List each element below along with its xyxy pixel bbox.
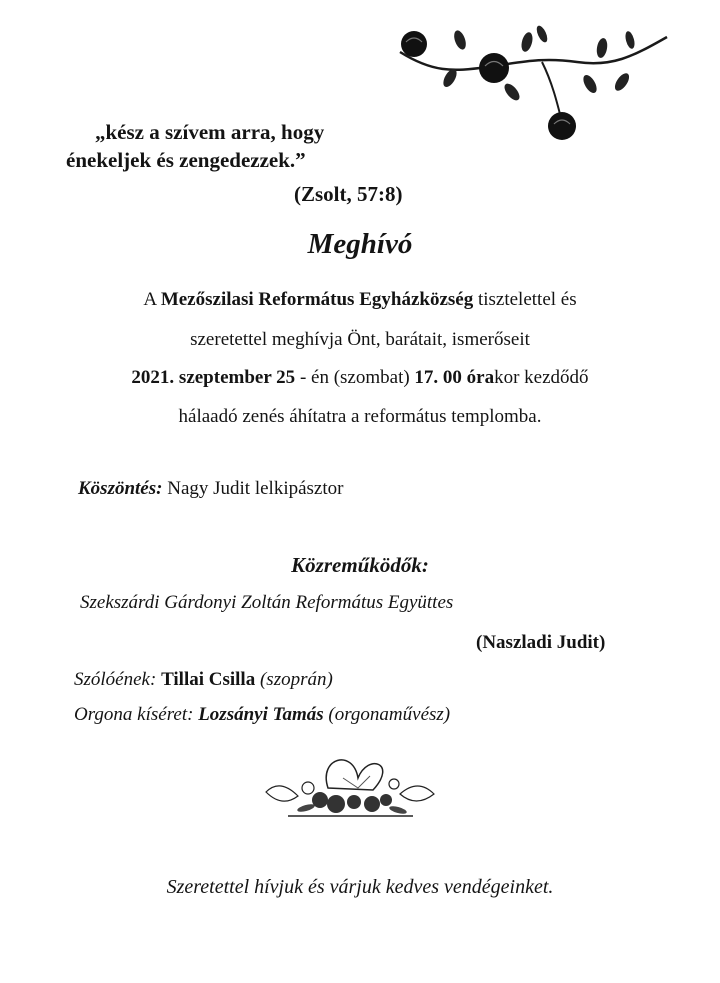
text: kor kezdődő <box>494 367 589 388</box>
conductor-name: (Naszladi Judit) <box>476 632 606 653</box>
rose-icon <box>479 53 509 83</box>
rose-icon <box>548 112 576 140</box>
text: - én (szombat) <box>295 367 415 388</box>
organist-role: (orgonaművész) <box>328 704 451 725</box>
closing-line: Szeretettel hívjuk és várjuk kedves vendégeinket. <box>166 876 554 898</box>
organization-name: Mezőszilasi Református Egyházközség <box>160 289 474 310</box>
text: A <box>143 289 161 310</box>
organist-name: Lozsányi Tamás <box>198 704 324 725</box>
invitation-line-4: hálaadó zenés áhítatra a református templomba. <box>178 406 542 427</box>
soloist-label: Szólóének: <box>74 669 157 690</box>
flower-bouquet-ornament <box>258 748 440 828</box>
soloist-role: (szoprán) <box>259 669 333 690</box>
rose-icon <box>401 31 427 57</box>
bible-quote-line1: „kész a szívem arra, hogy <box>95 120 325 144</box>
event-date: 2021. szeptember 25 <box>131 367 296 388</box>
event-time: 17. 00 órа <box>414 367 495 388</box>
greeting-label: Köszöntés: <box>78 478 163 499</box>
contributors-title: Közreműködők: <box>291 553 429 577</box>
invitation-title: Meghívó <box>307 228 413 260</box>
small-flowers <box>312 792 392 813</box>
organ-label: Orgona kíséret: <box>74 704 194 725</box>
soloist-name: Tillai Csilla <box>161 669 256 690</box>
greeting-line <box>78 478 343 500</box>
ensemble-name: Szekszárdi Gárdonyi Zoltán Református Együttes <box>80 592 454 613</box>
rose-vine-ornament <box>392 22 672 147</box>
text: tisztelettel és <box>473 289 577 310</box>
bible-quote-reference: (Zsolt, 57:8) <box>294 182 403 206</box>
organ-line <box>74 704 450 726</box>
invitation-line-2: szeretettel meghívja Önt, barátait, ismerőseit <box>190 329 530 350</box>
flower-icon <box>326 760 382 790</box>
invitation-line-3 <box>0 367 720 389</box>
greeting-person: Nagy Judit lelkipásztor <box>162 478 344 499</box>
bible-quote-line2: énekeljek és zengedezzek.” <box>66 148 306 172</box>
invitation-line-1 <box>0 289 720 311</box>
soloist-line <box>74 669 333 691</box>
